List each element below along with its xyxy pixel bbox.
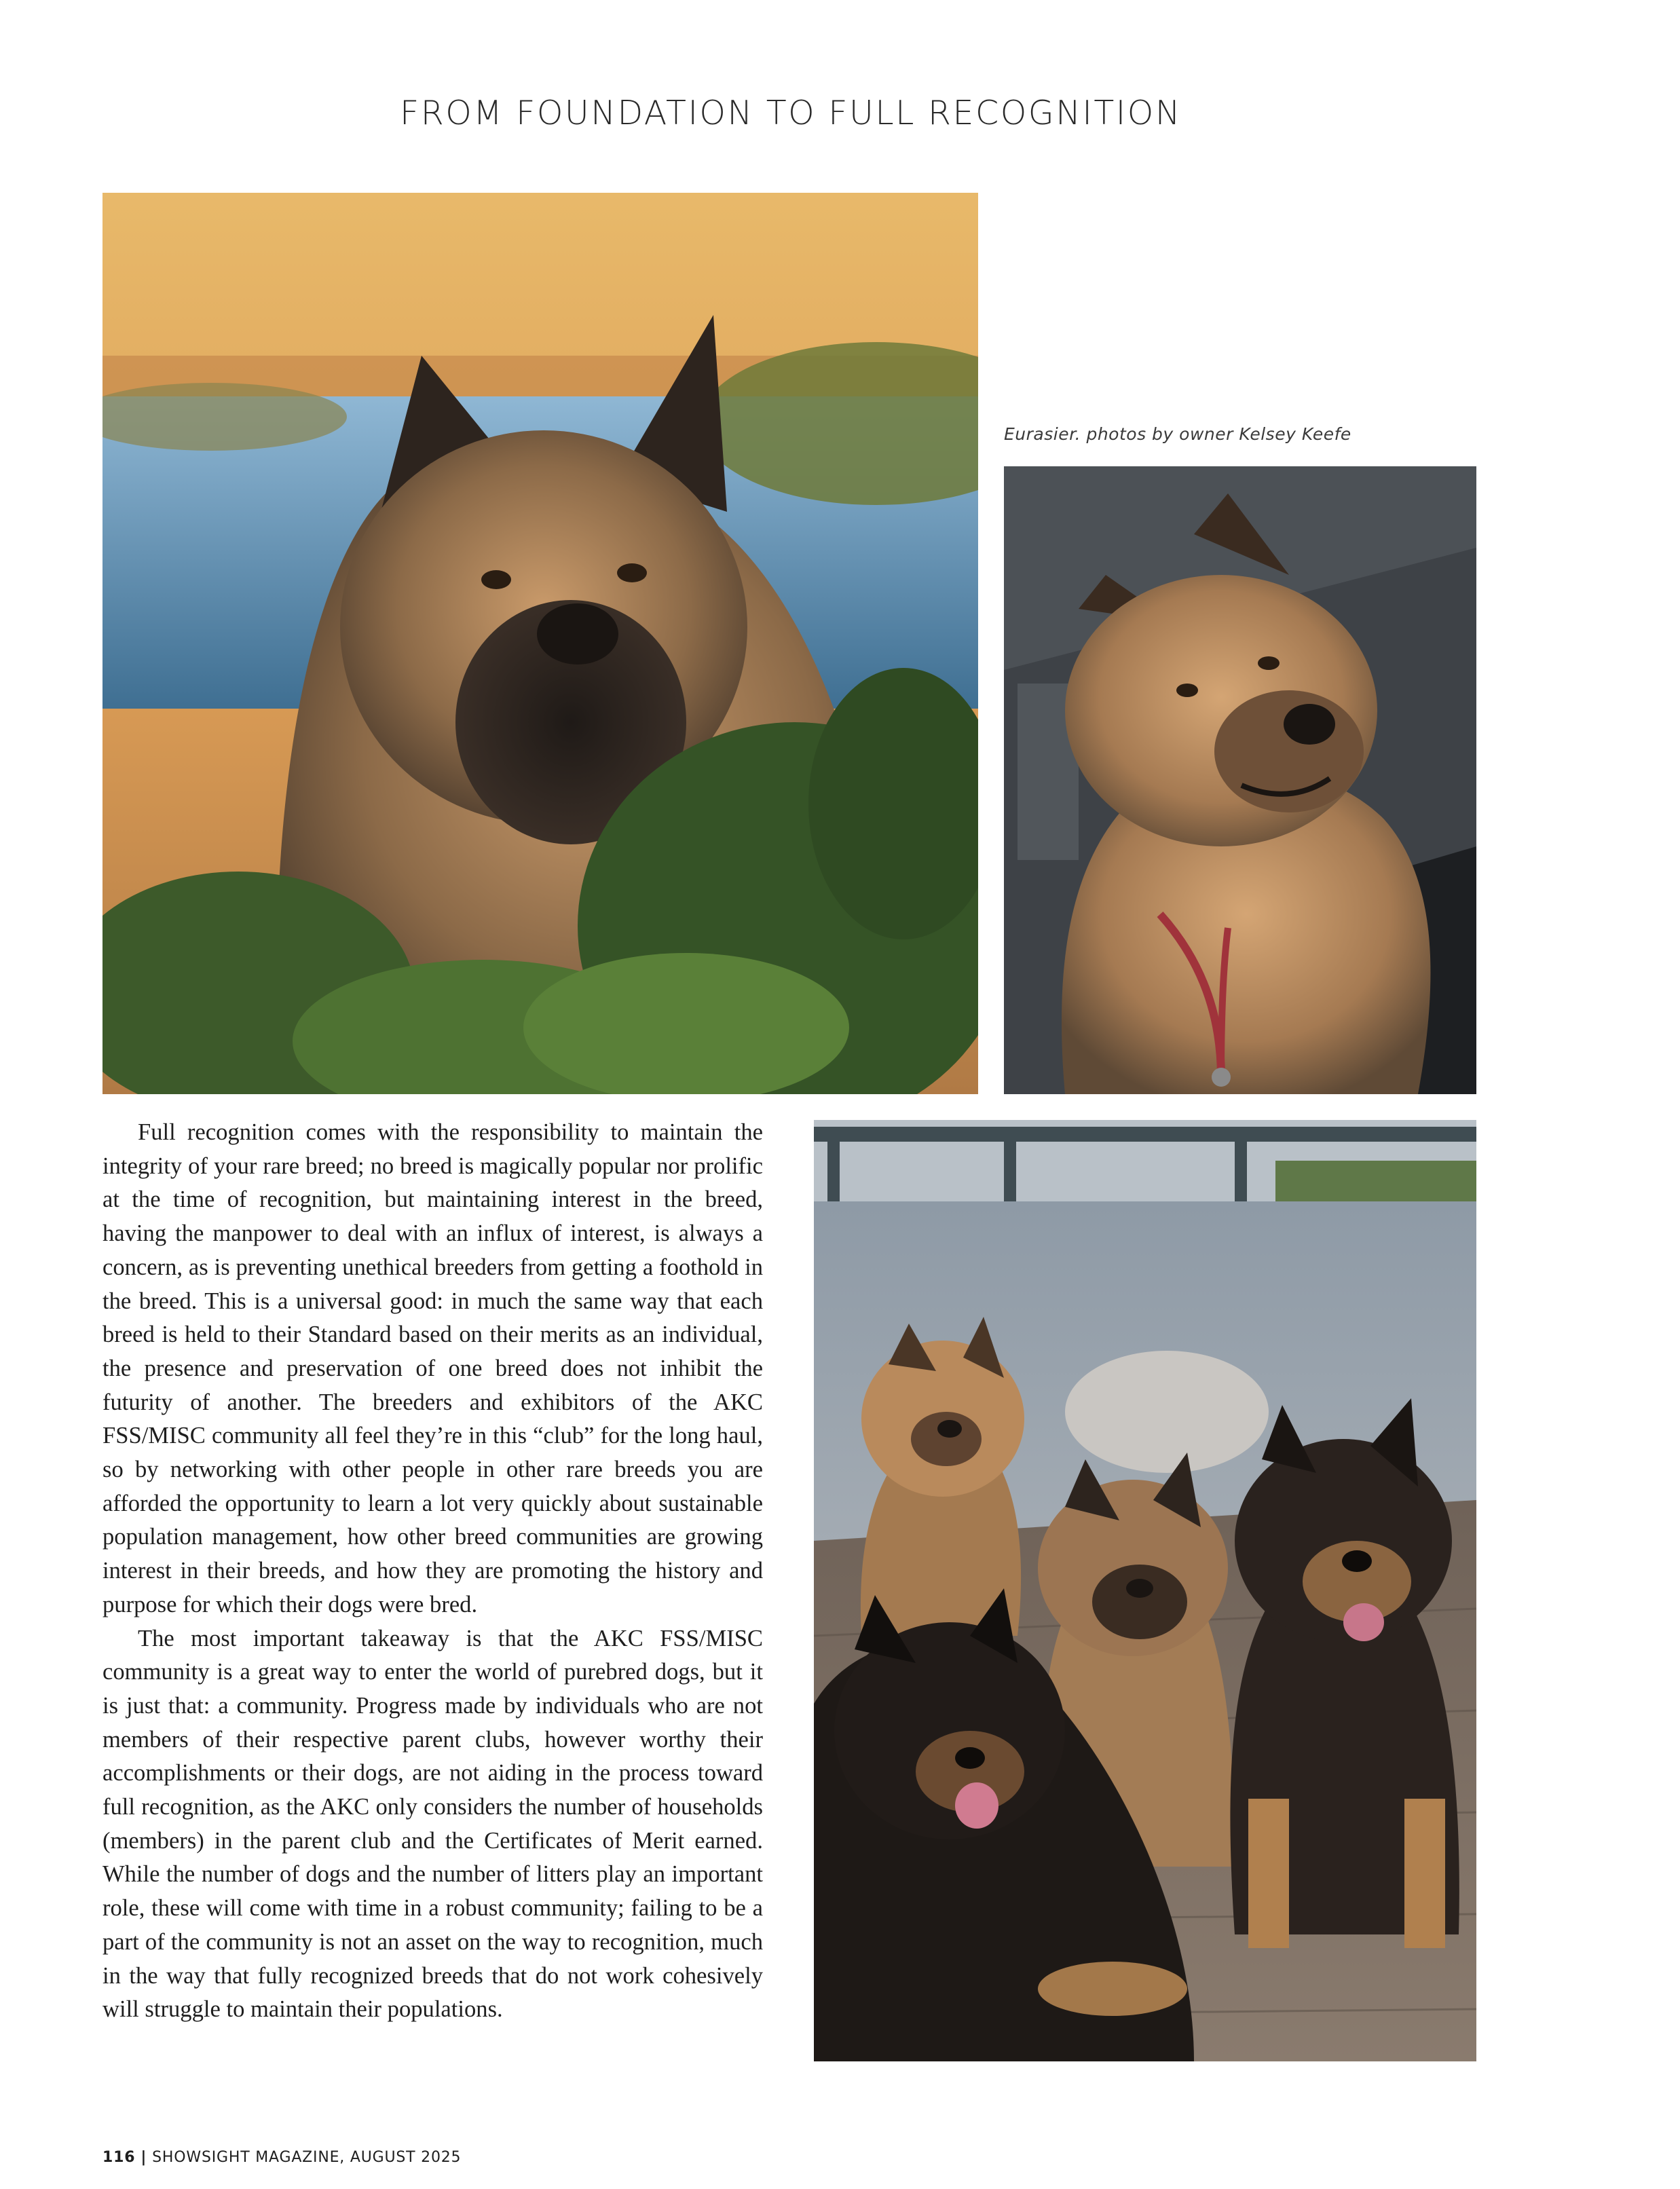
publication-name: SHOWSIGHT MAGAZINE, AUGUST 2025 xyxy=(152,2149,462,2166)
page-footer xyxy=(102,2149,461,2166)
photo-caption: Eurasier. photos by owner Kelsey Keefe xyxy=(1004,424,1351,444)
paragraph: Full recognition comes with the responsibility to maintain the integrity of your rare breed; no breed is magically popular nor prolific at the time of recognition, but maintaining interest in the breed, having the manpower to deal with an influx of interest, is always a concern, as is preventing unethical breeders from getting a foothold in the breed. This is a universal good: in much the same way that each breed is held to their Standard based on their merits as an individual, the presence and preservation of one breed does not inhibit the futurity of another. The breeders and exhibitors of the AKC FSS/MISC community all feel they’re in this “club” for the long haul, so by networking with other people in other rare breeds you are afforded the opportunity to learn a lot very quickly about sustainable population management, how other breed communities are growing interest in their breeds, and how they are promoting the history and purpose for which their dogs were bred. xyxy=(102,1119,763,1617)
photo-eurasier-waterside xyxy=(102,193,978,1094)
paragraph: The most important takeaway is that the AKC FSS/MISC community is a great way to enter the world of purebred dogs, but it is just that: a community. Progress made by individuals who are not members of their respective parent clubs, however worthy their accomplishments or their dogs, are not aiding in the process toward full recognition, as the AKC only considers the number of households (members) in the parent club and the Certificates of Merit earned. While the number of dogs and the number of litters play an important role, these will come with time in a robust community; failing to be a part of the community is not an asset on the way to recognition, much in the way that fully recognized breeds that do not work cohesively will struggle to maintain their populations. xyxy=(102,1625,763,2023)
footer-separator: | xyxy=(141,2149,147,2166)
page-title: FROM FOUNDATION TO FULL RECOGNITION xyxy=(400,94,1182,132)
photo-eurasier-red-leash xyxy=(1004,466,1476,1094)
page-number: 116 xyxy=(102,2149,136,2166)
article-body xyxy=(102,1116,763,2027)
photo-eurasier-group-dock xyxy=(814,1120,1476,2061)
